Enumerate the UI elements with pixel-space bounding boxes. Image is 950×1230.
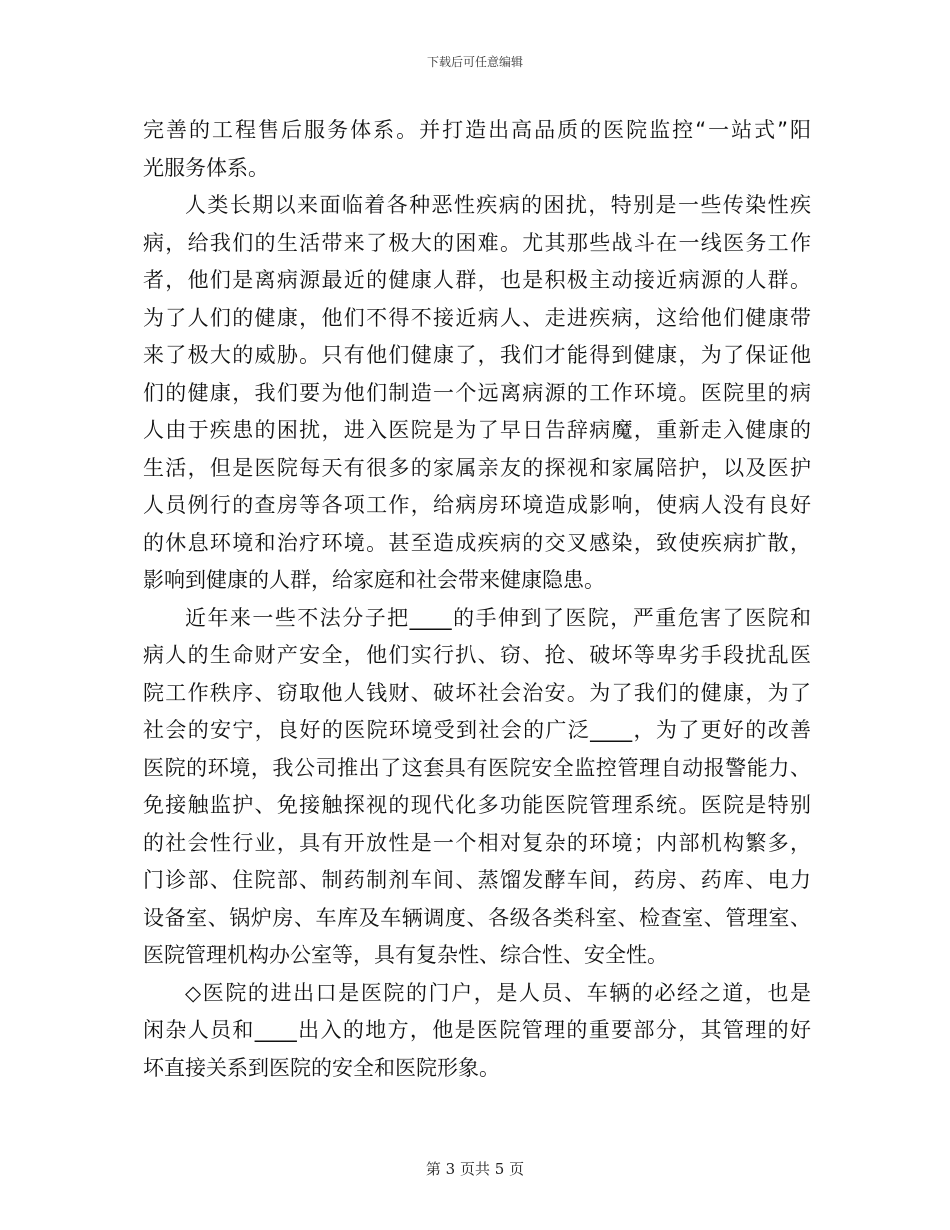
text-line: 闲杂人员和____出入的地方，他是医院管理的重要部分，其管理的好: [143, 1018, 811, 1042]
text-line: 影响到健康的人群，给家庭和社会带来健康隐患。: [143, 568, 605, 592]
paragraph: [143, 112, 811, 187]
text-line: 者，他们是离病源最近的健康人群，也是积极主动接近病源的人群。: [143, 268, 811, 292]
text-line: 免接触监护、免接触探视的现代化多功能医院管理系统。医院是特别: [143, 793, 811, 817]
text-line: 病人的生命财产安全，他们实行扒、窃、抢、破坏等卑劣手段扰乱医: [143, 643, 811, 667]
text-line: 为了人们的健康，他们不得不接近病人、走进疾病，这给他们健康带: [143, 305, 811, 330]
text-line: 人员例行的查房等各项工作，给病房环境造成影响，使病人没有良好: [143, 493, 811, 517]
text-line: 来了极大的威胁。只有他们健康了，我们才能得到健康，为了保证他: [143, 343, 811, 367]
paragraph: [143, 975, 811, 1088]
text-line: 们的健康，我们要为他们制造一个远离病源的工作环境。医院里的病: [143, 380, 811, 405]
text-line: ◇医院的进出口是医院的门户，是人员、车辆的必经之道，也是: [185, 980, 811, 1005]
text-line: 人类长期以来面临着各种恶性疾病的困扰，特别是一些传染性疾: [185, 193, 811, 217]
paragraph: [143, 600, 811, 975]
text-line: 光服务体系。: [143, 155, 269, 180]
text-line: 社会的安宁，良好的医院环境受到社会的广泛____，为了更好的改善: [143, 718, 811, 742]
text-line: 近年来一些不法分子把____的手伸到了医院，严重危害了医院和: [185, 605, 811, 630]
text-line: 生活，但是医院每天有很多的家属亲友的探视和家属陪护，以及医护: [143, 455, 811, 480]
text-line: 医院的环境，我公司推出了这套具有医院安全监控管理自动报警能力、: [143, 755, 811, 780]
text-line: 设备室、锅炉房、车库及车辆调度、各级各类科室、检查室、管理室、: [143, 905, 811, 930]
text-line: 的休息环境和治疗环境。甚至造成疾病的交叉感染，致使疾病扩散，: [143, 530, 811, 555]
text-line: 病，给我们的生活带来了极大的困难。尤其那些战斗在一线医务工作: [143, 230, 811, 255]
text-line: 的社会性行业，具有开放性是一个相对复杂的环境；内部机构繁多，: [143, 830, 811, 855]
text-line: 院工作秩序、窃取他人钱财、破坏社会治安。为了我们的健康，为了: [143, 680, 811, 705]
text-line: 完善的工程售后服务体系。并打造出高品质的医院监控“一站式”阳: [143, 118, 811, 142]
text-line: 门诊部、住院部、制药制剂车间、蒸馏发酵车间，药房、药库、电力: [143, 868, 811, 892]
text-line: 人由于疾患的困扰，进入医院是为了早日告辞病魔，重新走入健康的: [143, 418, 811, 442]
text-line: 坏直接关系到医院的安全和医院形象。: [143, 1055, 500, 1080]
paragraph: [143, 187, 811, 600]
document-body: [143, 112, 811, 1087]
page-footer: 第 3 页共 5 页: [425, 1160, 525, 1178]
page-header: 下载后可任意编辑: [426, 55, 523, 69]
text-line: 医院管理机构办公室等，具有复杂性、综合性、安全性。: [143, 943, 668, 967]
